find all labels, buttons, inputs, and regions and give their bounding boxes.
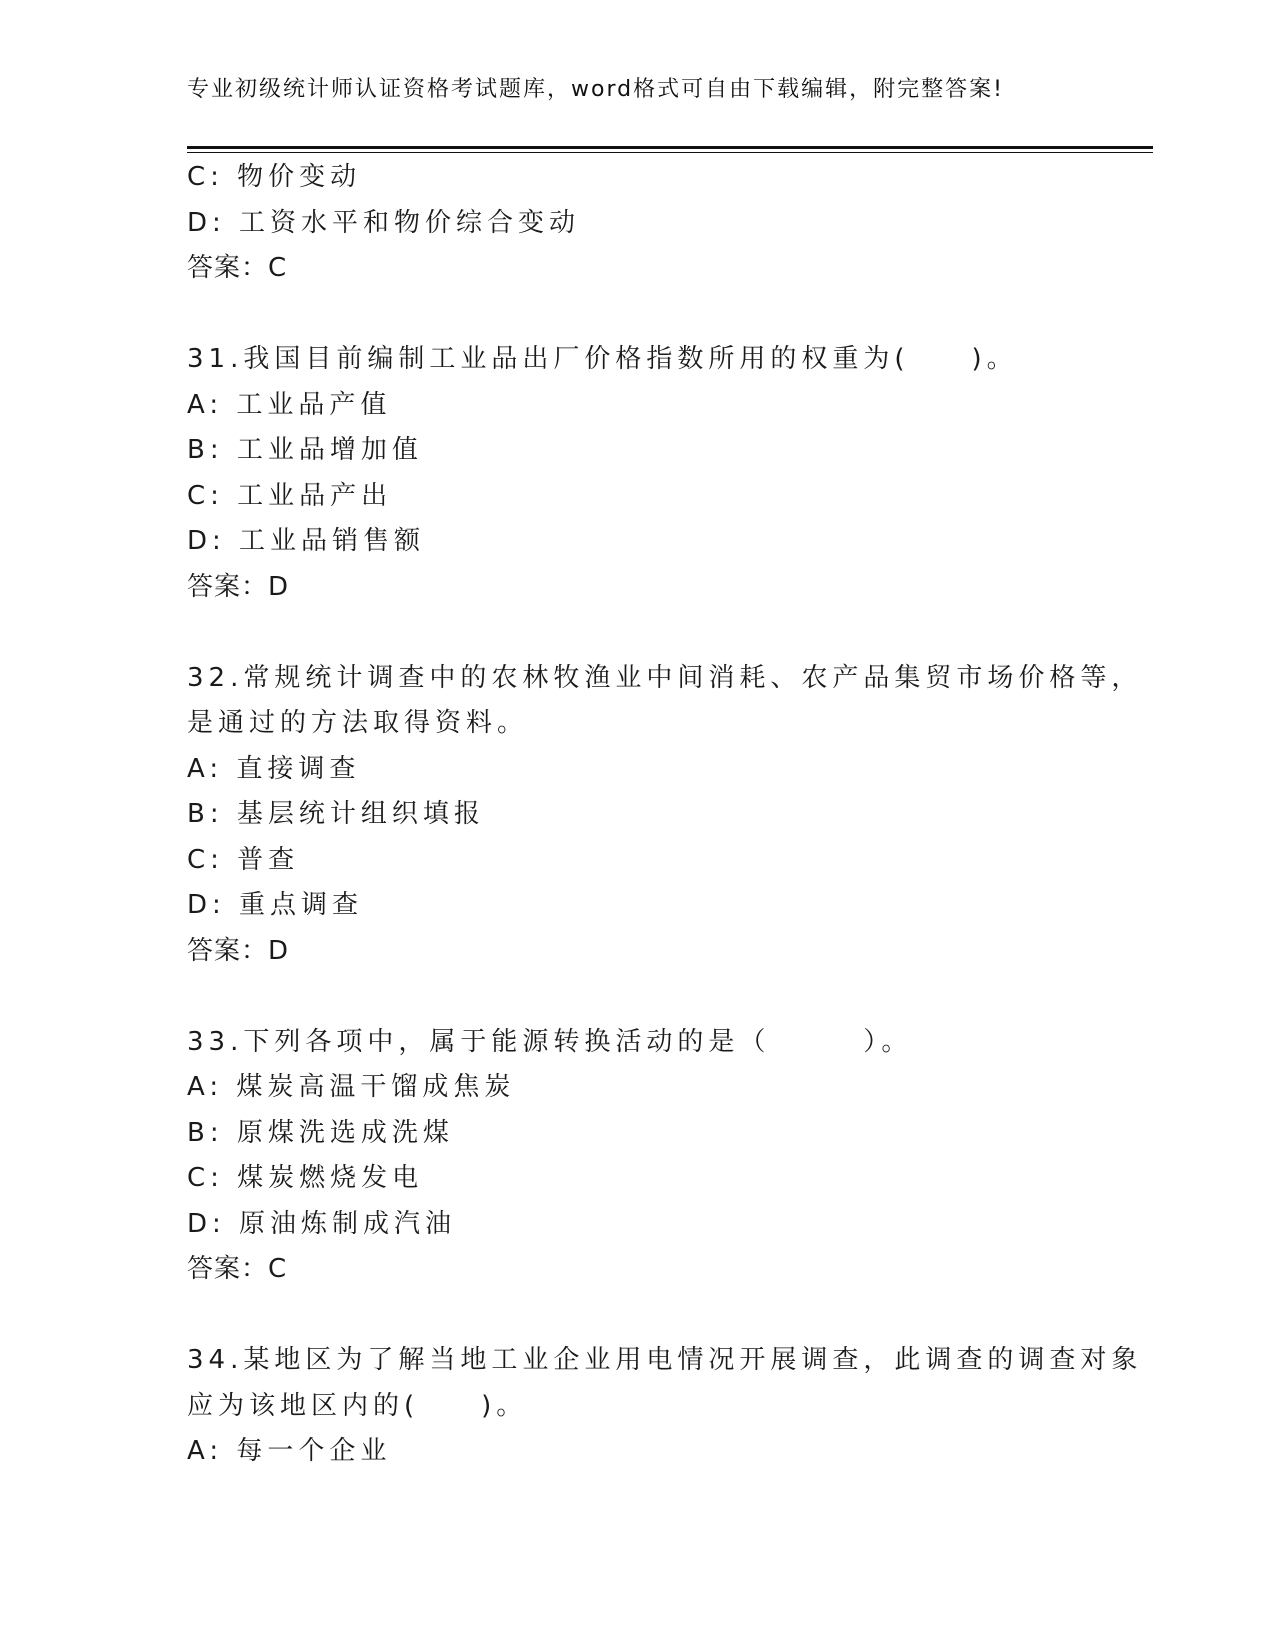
answer-line: 答案：C — [187, 253, 288, 283]
question-31 — [187, 292, 1147, 611]
spacer — [187, 974, 1147, 1020]
question-stem: 34.某地区为了解当地工业企业用电情况开展调查，此调查的调查对象 — [187, 1345, 1143, 1375]
option-line: A: 煤炭高温干馏成焦炭 — [187, 1072, 516, 1102]
option-line: C: 工业品产出 — [187, 480, 393, 511]
answer-line: 答案：D — [187, 571, 290, 602]
spacer — [187, 1293, 1147, 1339]
answer-line: 答案：C — [187, 1254, 288, 1284]
option-line: C: 物价变动 — [187, 162, 362, 192]
option-line: B: 工业品增加值 — [187, 435, 423, 465]
spacer — [187, 610, 1147, 656]
option-line: A: 每一个企业 — [187, 1436, 392, 1466]
page-header: 专业初级统计师认证资格考试题库，word格式可自由下载编辑，附完整答案! — [187, 77, 1004, 102]
answer-line: 答案：D — [187, 935, 290, 966]
option-line: A: 工业品产值 — [187, 389, 392, 420]
question-stem: 33.下列各项中，属于能源转换活动的是（ ）。 — [187, 1026, 913, 1057]
header-rule-thick — [187, 146, 1153, 149]
question-34 — [187, 1293, 1147, 1475]
question-stem: 31.我国目前编制工业品出厂价格指数所用的权重为( )。 — [187, 344, 1018, 374]
document-body — [187, 155, 1147, 1475]
question-stem: 32.常规统计调查中的农林牧渔业中间消耗、农产品集贸市场价格等， — [187, 662, 1143, 693]
question-stem: 应为该地区内的( )。 — [187, 1390, 528, 1421]
option-line: D: 原油炼制成汽油 — [187, 1208, 457, 1239]
option-line: D: 工业品销售额 — [187, 526, 426, 556]
header-rule-thin — [187, 152, 1153, 153]
question-32 — [187, 610, 1147, 974]
question-stem: 是通过的方法取得资料。 — [187, 708, 529, 738]
option-line: C: 普查 — [187, 844, 300, 875]
question-33 — [187, 974, 1147, 1293]
option-line: B: 原煤洗选成洗煤 — [187, 1117, 454, 1148]
prev-question-block — [187, 155, 1147, 292]
spacer — [187, 292, 1147, 338]
option-line: A: 直接调查 — [187, 753, 361, 784]
option-line: D: 重点调查 — [187, 890, 364, 920]
option-line: D: 工资水平和物价综合变动 — [187, 207, 581, 238]
option-line: B: 基层统计组织填报 — [187, 799, 485, 829]
option-line: C: 煤炭燃烧发电 — [187, 1163, 424, 1193]
